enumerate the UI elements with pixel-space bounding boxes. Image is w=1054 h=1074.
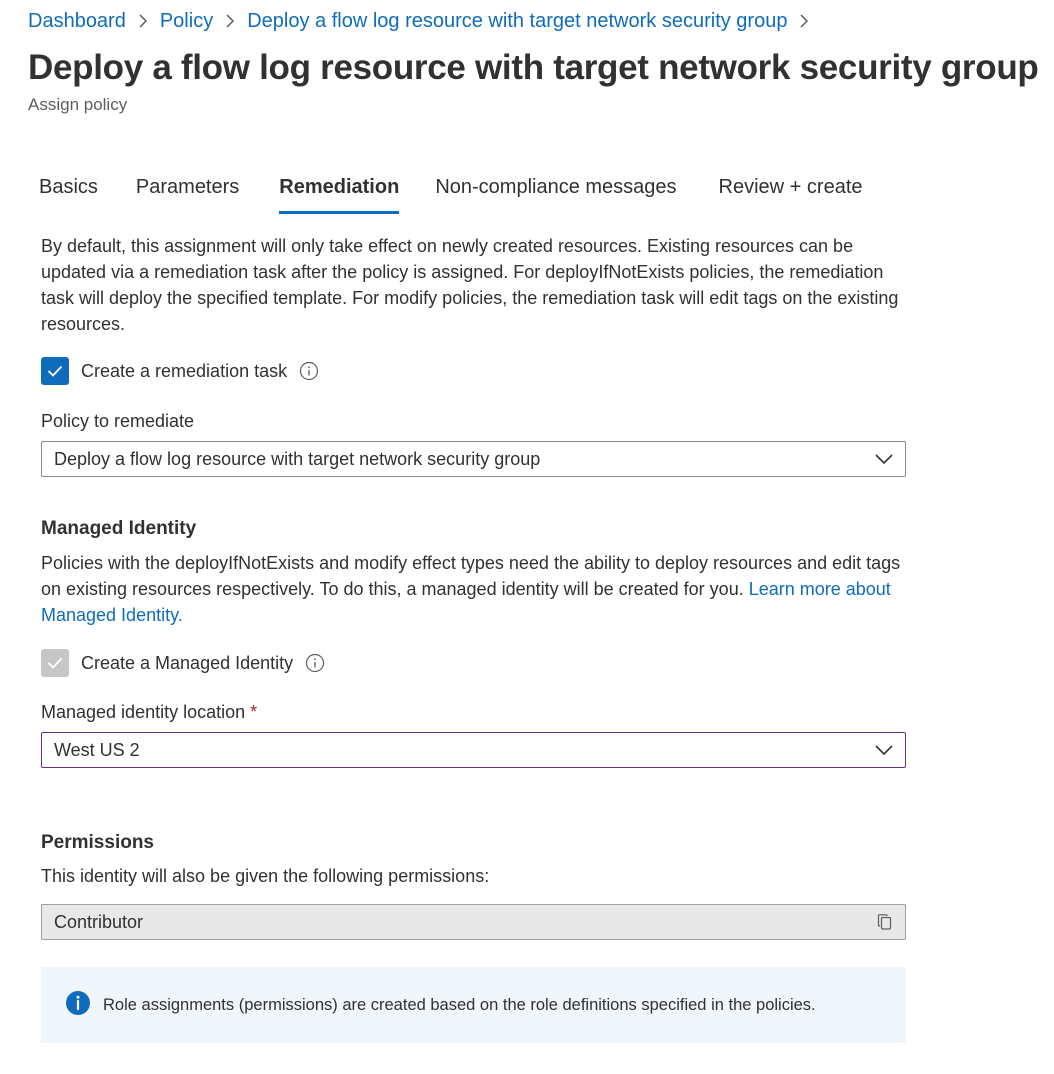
chevron-right-icon — [126, 8, 160, 34]
create-managed-identity-row — [41, 649, 325, 677]
page-subtitle: Assign policy — [28, 95, 128, 114]
remediation-description: By default, this assignment will only take effect on newly created resources. Existing resources can be updated via a remediation task after the policy is assigned. For deployIfNotExists policies, the remediation task will deploy the specified template. For modify policies, the remediation task will edit tags on the existing resources. — [41, 236, 899, 334]
tab-parameters[interactable]: Parameters — [135, 176, 240, 198]
info-filled-icon — [65, 990, 91, 1021]
create-remediation-task-row — [41, 357, 319, 385]
permissions-heading: Permissions — [41, 832, 154, 853]
managed-identity-location-value: West US 2 — [54, 739, 140, 760]
info-icon[interactable] — [305, 653, 325, 673]
tab-bar — [28, 172, 863, 216]
checkmark-icon — [47, 657, 63, 669]
create-managed-identity-label: Create a Managed Identity — [81, 652, 294, 673]
create-remediation-task-label: Create a remediation task — [81, 360, 288, 381]
copy-icon[interactable] — [877, 913, 893, 931]
tab-basics[interactable]: Basics — [39, 176, 98, 198]
breadcrumb-policy-link[interactable]: Policy — [159, 9, 214, 32]
required-marker: * — [250, 702, 258, 722]
create-remediation-task-checkbox[interactable] — [41, 357, 69, 385]
page-title: Deploy a flow log resource with target network security group — [28, 48, 1039, 87]
permissions-role-value: Contributor — [54, 911, 144, 932]
policy-to-remediate-dropdown[interactable] — [41, 441, 906, 477]
managed-identity-description — [41, 550, 911, 628]
managed-identity-location-label — [41, 702, 257, 723]
managed-identity-location-dropdown[interactable] — [41, 732, 906, 768]
checkmark-icon — [47, 365, 63, 377]
permissions-description: This identity will also be given the following permissions: — [41, 866, 490, 886]
learn-more-managed-identity-link[interactable]: Learn more about Managed Identity. — [41, 579, 891, 625]
breadcrumb-dashboard-link[interactable]: Dashboard — [28, 9, 126, 32]
info-message-bar — [41, 967, 906, 1043]
tab-review-create[interactable]: Review + create — [718, 176, 863, 198]
create-managed-identity-checkbox — [41, 649, 69, 677]
breadcrumb — [28, 8, 821, 34]
permissions-role-field — [41, 904, 906, 940]
policy-to-remediate-label: Policy to remediate — [41, 411, 195, 431]
tab-remediation[interactable]: Remediation — [279, 172, 399, 216]
chevron-down-icon — [875, 454, 893, 464]
managed-identity-heading: Managed Identity — [41, 518, 197, 539]
tab-non-compliance-messages[interactable]: Non-compliance messages — [435, 176, 677, 198]
chevron-down-icon — [875, 745, 893, 755]
chevron-right-icon — [213, 8, 247, 34]
policy-to-remediate-value: Deploy a flow log resource with target network security group — [54, 448, 541, 469]
chevron-right-icon — [787, 8, 821, 34]
info-message-text: Role assignments (permissions) are created based on the role definitions specified in the policies. — [103, 995, 816, 1014]
breadcrumb-assignment-link[interactable]: Deploy a flow log resource with target network security group — [247, 9, 788, 32]
managed-identity-location-label-text: Managed identity location — [41, 702, 246, 722]
managed-identity-description-text: Policies with the deployIfNotExists and modify effect types need the ability to deploy resources and edit tags on existing resources respectively. To do this, a managed identity will be created for you. — [41, 553, 901, 599]
info-icon[interactable] — [299, 361, 319, 381]
